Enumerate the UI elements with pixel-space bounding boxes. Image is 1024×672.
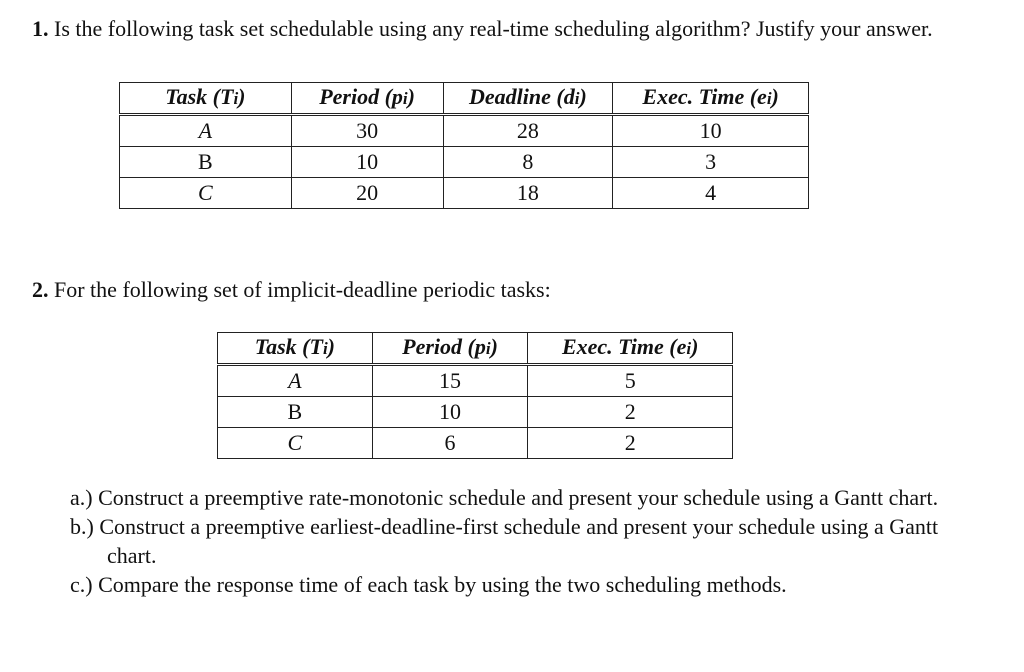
header-task: Task (Ti) <box>120 83 292 115</box>
subquestion-label: a.) <box>70 485 93 510</box>
deadline-cell: 18 <box>443 178 613 209</box>
task-cell: B <box>218 397 373 428</box>
task-cell: B <box>120 147 292 178</box>
task-cell: C <box>120 178 292 209</box>
exec-cell: 3 <box>613 147 809 178</box>
exec-cell: 2 <box>528 428 733 459</box>
header-exec-time: Exec. Time (ei) <box>528 333 733 365</box>
exec-cell: 4 <box>613 178 809 209</box>
table-header-row <box>218 333 733 365</box>
period-cell: 10 <box>291 147 443 178</box>
question-1 <box>32 14 992 43</box>
task-cell: C <box>218 428 373 459</box>
subquestion-label: c.) <box>70 572 93 597</box>
period-cell: 6 <box>372 428 528 459</box>
subquestion-label: b.) <box>70 514 94 539</box>
header-deadline: Deadline (di) <box>443 83 613 115</box>
period-cell: 15 <box>372 365 528 397</box>
exec-cell: 10 <box>613 115 809 147</box>
exec-cell: 5 <box>528 365 733 397</box>
question-2-text: For the following set of implicit-deadline periodic tasks: <box>54 277 551 302</box>
table-row <box>218 428 733 459</box>
exec-cell: 2 <box>528 397 733 428</box>
table-row <box>218 365 733 397</box>
task-cell: A <box>218 365 373 397</box>
deadline-cell: 28 <box>443 115 613 147</box>
question-2-number: 2. <box>32 277 49 302</box>
header-period: Period (pi) <box>372 333 528 365</box>
table-row <box>120 147 809 178</box>
header-task: Task (Ti) <box>218 333 373 365</box>
deadline-cell: 8 <box>443 147 613 178</box>
subquestion-a <box>70 483 990 512</box>
task-cell: A <box>120 115 292 147</box>
period-cell: 20 <box>291 178 443 209</box>
question-1-text: Is the following task set schedulable using any real-time scheduling algorithm? Justify your answer. <box>54 16 933 41</box>
header-exec-time: Exec. Time (ei) <box>613 83 809 115</box>
table-row <box>120 115 809 147</box>
subquestion-text: Construct a preemptive earliest-deadline-first schedule and present your schedule using a Gantt chart. <box>99 514 939 568</box>
subquestion-text: Compare the response time of each task by using the two scheduling methods. <box>98 572 787 597</box>
period-cell: 10 <box>372 397 528 428</box>
table-row <box>218 397 733 428</box>
task-table-2 <box>217 332 733 459</box>
subquestion-list <box>70 483 990 599</box>
question-2 <box>32 275 551 304</box>
task-table-1 <box>119 82 809 209</box>
question-1-number: 1. <box>32 16 49 41</box>
table-header-row <box>120 83 809 115</box>
header-period: Period (pi) <box>291 83 443 115</box>
subquestion-c <box>70 570 990 599</box>
subquestion-b <box>70 512 990 570</box>
period-cell: 30 <box>291 115 443 147</box>
subquestion-text: Construct a preemptive rate-monotonic schedule and present your schedule using a Gantt chart. <box>98 485 939 510</box>
table-row <box>120 178 809 209</box>
